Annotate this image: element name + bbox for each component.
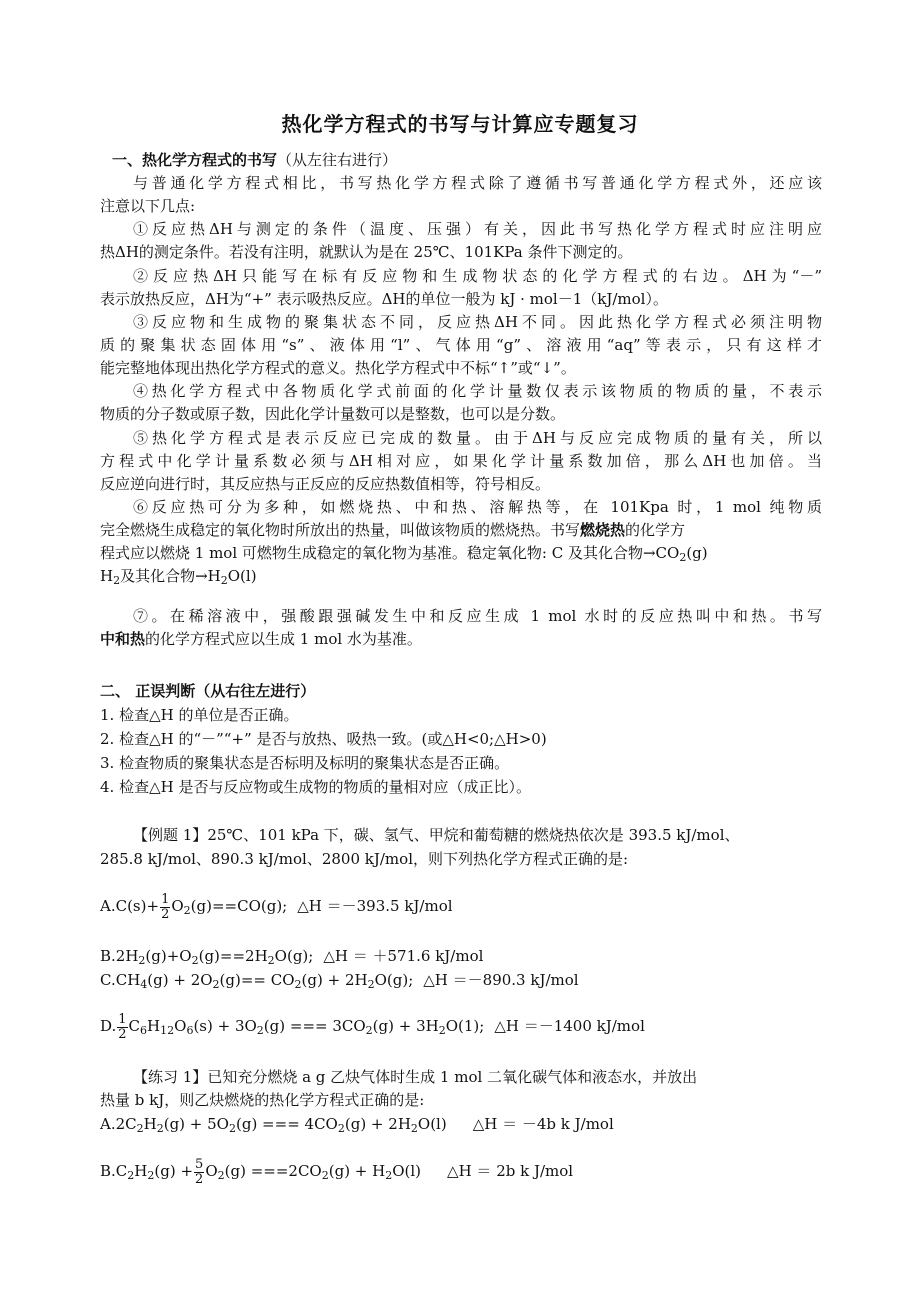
point7-line-2-text: 的化学方程式应以生成 1 mol 水为基准。 bbox=[145, 630, 422, 648]
subscript: 2 bbox=[337, 1122, 345, 1135]
point6-line-3-text: 程式应以燃烧 1 mol 可燃物生成稳定的氧化物为基准。稳定氧化物: C 及其化合物→CO bbox=[100, 544, 680, 562]
subscript: 2 bbox=[191, 954, 199, 967]
subscript: 2 bbox=[212, 978, 220, 991]
formula-part: B.C bbox=[100, 1162, 128, 1180]
point3-line-3: 能完整地体现出热化学方程式的意义。热化学方程式中不标“↑”或“↓”。 bbox=[100, 359, 576, 377]
subscript: 2 bbox=[365, 1024, 373, 1037]
formula-part: A.2C bbox=[100, 1115, 137, 1133]
point5-line-2: 方程式中化学计量系数必须与ΔH相对应，如果化学计量系数加倍，那么ΔH也加倍。当 bbox=[100, 452, 822, 470]
formula-part: (g) ===2CO bbox=[224, 1162, 322, 1180]
enthalpy-value: △H ＝－890.3 kJ/mol bbox=[423, 971, 579, 989]
formula-part: (g)==2H bbox=[198, 947, 268, 965]
subscript: 2 bbox=[127, 1169, 135, 1182]
subscript: 2 bbox=[294, 978, 302, 991]
formula-part: (g) + bbox=[154, 1162, 194, 1180]
formula-part: (g) + 2O bbox=[147, 971, 213, 989]
formula-part: H bbox=[147, 1017, 161, 1035]
formula-part: (g) + 3H bbox=[372, 1017, 439, 1035]
subscript: 2 bbox=[228, 1122, 236, 1135]
formula-part: O(l) bbox=[417, 1115, 447, 1133]
point7-line-1: ⑦。在稀溶液中，强酸跟强碱发生中和反应生成 1 mol 水时的反应热叫中和热。书写 bbox=[133, 607, 822, 625]
section2-heading bbox=[100, 680, 822, 703]
practice1-option-a bbox=[100, 1113, 822, 1136]
fraction-denominator: 2 bbox=[118, 1026, 127, 1042]
formula-part: O(g); bbox=[274, 947, 314, 965]
subscript: 6 bbox=[140, 1024, 148, 1037]
page-title: 热化学方程式的书写与计算应专题复习 bbox=[281, 112, 639, 136]
subscript: 2 bbox=[156, 1122, 164, 1135]
subscript: 2 bbox=[113, 574, 121, 587]
fraction bbox=[194, 1158, 204, 1187]
subscript: 2 bbox=[321, 1169, 329, 1182]
formula-part: O(g); bbox=[374, 971, 414, 989]
point4-line-1: ④热化学方程式中各物质化学式前面的化学计量数仅表示该物质的物质的量，不表示 bbox=[133, 382, 822, 400]
formula-part: O bbox=[205, 1162, 218, 1180]
formula-part: (g) + 2H bbox=[301, 971, 368, 989]
point5-line-3: 反应逆向进行时，其反应热与正反应的反应热数值相等，符号相反。 bbox=[100, 475, 551, 493]
subscript: 2 bbox=[679, 551, 687, 564]
point6-line-2 bbox=[100, 519, 822, 542]
formula-part: (g)==CO(g); bbox=[190, 897, 288, 915]
example1-option-d bbox=[100, 1010, 822, 1042]
subscript: 12 bbox=[160, 1024, 175, 1037]
fraction-denominator: 2 bbox=[195, 1171, 204, 1187]
point6-line-4 bbox=[100, 565, 822, 588]
formula-part: O(l) bbox=[227, 567, 257, 585]
point1-line-2: 热ΔH的测定条件。若没有注明，就默认为是在 25℃、101KPa 条件下测定的。 bbox=[100, 243, 633, 261]
formula-part: O bbox=[171, 897, 184, 915]
example1-option-b bbox=[100, 945, 822, 968]
fraction bbox=[117, 1013, 127, 1042]
formula-part: (g) === 3CO bbox=[263, 1017, 366, 1035]
formula-part: B.2H bbox=[100, 947, 139, 965]
example1-option-a bbox=[100, 890, 822, 922]
subscript: 2 bbox=[147, 1169, 155, 1182]
formula-part: 及其化合物→H bbox=[120, 567, 221, 585]
section1-heading-note: （从左往右进行） bbox=[277, 151, 398, 169]
enthalpy-value: △H ＝ －4b k J/mol bbox=[472, 1115, 614, 1133]
point3-line-1: ③反应物和生成物的聚集状态不同，反应热ΔH不同。因此热化学方程式必须注明物 bbox=[133, 313, 822, 331]
subscript: 2 bbox=[183, 904, 191, 917]
intro-line-1: 与普通化学方程式相比，书写热化学方程式除了遵循书写普通化学方程式外，还应该 bbox=[133, 174, 822, 192]
formula-part: H bbox=[100, 567, 114, 585]
point6-line-2-text: 完全燃烧生成稳定的氧化物时所放出的热量，叫做该物质的燃烧热。书写 bbox=[100, 521, 581, 539]
section2-heading-text: 二、 正误判断 bbox=[100, 682, 196, 700]
check-item-3: 3. 检查物质的聚集状态是否标明及标明的聚集状态是否正确。 bbox=[100, 754, 510, 772]
subscript: 6 bbox=[186, 1024, 194, 1037]
formula-part: (g)== CO bbox=[219, 971, 295, 989]
check-item-1: 1. 检查△H 的单位是否正确。 bbox=[100, 706, 299, 724]
formula-part: O(l) bbox=[392, 1162, 422, 1180]
formula-part: (g) + H bbox=[328, 1162, 386, 1180]
point4-line-2: 物质的分子数或原子数，因此化学计量数可以是整数，也可以是分数。 bbox=[100, 405, 566, 423]
point2-line-1: ②反应热ΔH只能写在标有反应物和生成物状态的化学方程式的右边。ΔH为“－” bbox=[133, 267, 822, 285]
formula-part: C.CH bbox=[100, 971, 141, 989]
fraction-numerator: 5 bbox=[195, 1156, 204, 1172]
subscript: 2 bbox=[438, 1024, 446, 1037]
subscript: 2 bbox=[385, 1169, 393, 1182]
point6-line-3 bbox=[100, 542, 822, 565]
example1-option-c bbox=[100, 969, 822, 992]
subscript: 2 bbox=[410, 1122, 418, 1135]
point6-line-1: ⑥反应热可分为多种，如燃烧热、中和热、溶解热等，在 101Kpa 时，1 mol 纯物质 bbox=[133, 498, 822, 516]
formula-part: C bbox=[128, 1017, 141, 1035]
formula-part: H bbox=[143, 1115, 157, 1133]
formula-part: D. bbox=[100, 1017, 117, 1035]
practice1-label: 【练习 1】 bbox=[133, 1068, 208, 1086]
point6-line-3-end: (g) bbox=[686, 544, 708, 562]
practice1-option-b bbox=[100, 1155, 822, 1187]
practice1-stem-2: 热量 b kJ，则乙炔燃烧的热化学方程式正确的是: bbox=[100, 1091, 425, 1109]
example1-stem-1 bbox=[133, 824, 822, 847]
formula-part: O(1); bbox=[445, 1017, 485, 1035]
subscript: 2 bbox=[136, 1122, 144, 1135]
subscript: 2 bbox=[367, 978, 375, 991]
formula-part: A.C(s)+ bbox=[100, 897, 160, 915]
formula-part: H bbox=[134, 1162, 148, 1180]
example1-stem-2: 285.8 kJ/mol、890.3 kJ/mol、2800 kJ/mol，则下列热化学方程式正确的是: bbox=[100, 850, 629, 868]
subscript: 4 bbox=[140, 978, 148, 991]
example1-label: 【例题 1】 bbox=[133, 826, 208, 844]
practice1-stem-text: 已知充分燃烧 a g 乙炔气体时生成 1 mol 二氧化碳气体和液态水，并放出 bbox=[207, 1068, 698, 1086]
point5-line-1: ⑤热化学方程式是表示反应已完成的数量。由于ΔH与反应完成物质的量有关，所以 bbox=[133, 429, 822, 447]
fraction-denominator: 2 bbox=[161, 906, 170, 922]
formula-part: (s) + 3O bbox=[193, 1017, 257, 1035]
subscript: 2 bbox=[217, 1169, 225, 1182]
subscript: 2 bbox=[267, 954, 275, 967]
subscript: 2 bbox=[220, 574, 228, 587]
fraction-numerator: 1 bbox=[118, 1011, 127, 1027]
enthalpy-value: △H ＝－393.5 kJ/mol bbox=[297, 897, 453, 915]
fraction bbox=[160, 893, 170, 922]
point3-line-2: 质的聚集状态固体用“s”、液体用“l”、气体用“g”、溶液用“aq”等表示，只有这样才 bbox=[100, 336, 822, 354]
enthalpy-value: △H ＝－1400 kJ/mol bbox=[494, 1017, 645, 1035]
check-item-4: 4. 检查△H 是否与反应物或生成物的物质的量相对应（成正比）。 bbox=[100, 778, 531, 796]
enthalpy-value: △H ＝ ＋571.6 kJ/mol bbox=[323, 947, 484, 965]
combustion-heat-term: 燃烧热 bbox=[580, 521, 626, 539]
enthalpy-value: △H ＝ 2b k J/mol bbox=[447, 1162, 574, 1180]
section1-heading bbox=[112, 149, 834, 172]
practice1-stem-1 bbox=[133, 1066, 822, 1089]
neutralization-heat-term: 中和热 bbox=[100, 630, 146, 648]
fraction-numerator: 1 bbox=[161, 891, 170, 907]
section1-heading-text: 一、热化学方程式的书写 bbox=[112, 151, 278, 169]
point7-line-2 bbox=[100, 628, 822, 651]
formula-part: (g)+O bbox=[145, 947, 192, 965]
subscript: 2 bbox=[138, 954, 146, 967]
check-item-2: 2. 检查△H 的“－”“+” 是否与放热、吸热一致。(或△H<0;△H>0) bbox=[100, 730, 547, 748]
formula-part: O bbox=[174, 1017, 187, 1035]
point2-line-2: 表示放热反应，ΔH为“+” 表示吸热反应。ΔH的单位一般为 kJ · mol－1（kJ/mol）。 bbox=[100, 290, 668, 308]
formula-part: (g) === 4CO bbox=[235, 1115, 338, 1133]
point6-line-2-end: 的化学方 bbox=[625, 521, 686, 539]
subscript: 2 bbox=[256, 1024, 264, 1037]
formula-part: (g) + 2H bbox=[344, 1115, 411, 1133]
example1-stem-text: 25℃、101 kPa 下，碳、氢气、甲烷和葡萄糖的燃烧热依次是 393.5 kJ/mol、 bbox=[207, 826, 740, 844]
formula-part: (g) + 5O bbox=[163, 1115, 229, 1133]
intro-line-2: 注意以下几点: bbox=[100, 197, 196, 215]
point1-line-1: ①反应热ΔH与测定的条件（温度、压强）有关，因此书写热化学方程式时应注明应 bbox=[133, 220, 822, 238]
section2-heading-note: （从右往左进行） bbox=[195, 682, 316, 700]
